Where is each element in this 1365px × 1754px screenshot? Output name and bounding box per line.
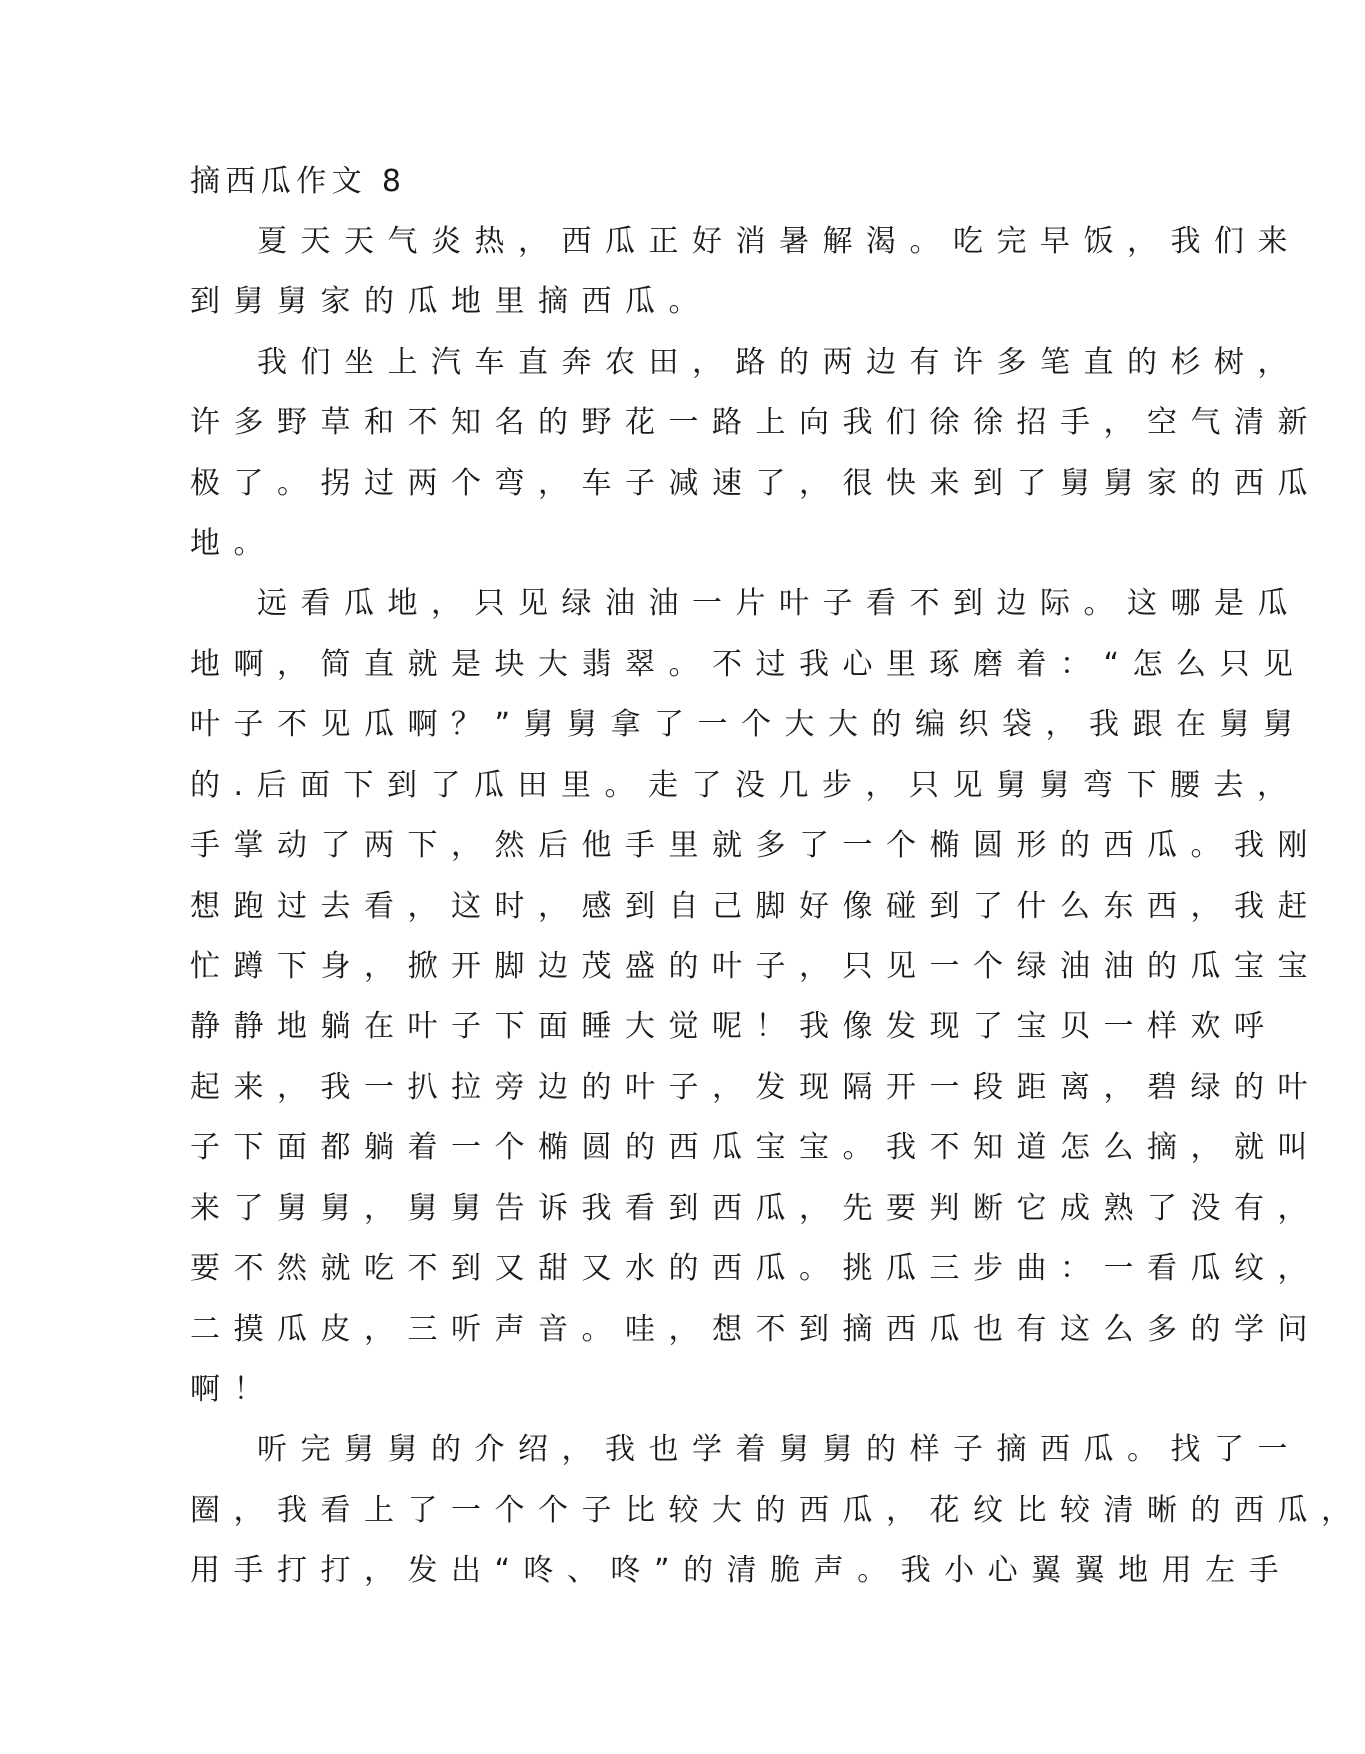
paragraph-line: 用手打打，发出“咚、咚”的清脆声。我小心翼翼地用左手 xyxy=(190,1553,1293,1588)
paragraph-line: 地啊，简直就是块大翡翠。不过我心里琢磨着：“怎么只见 xyxy=(190,647,1307,682)
paragraph-line: 圈，我看上了一个个子比较大的西瓜，花纹比较清晰的西瓜， xyxy=(190,1493,1365,1528)
paragraph-line: 极了。拐过两个弯，车子减速了，很快来到了舅舅家的西瓜 xyxy=(190,466,1321,501)
paragraph-line: 夏天天气炎热，西瓜正好消暑解渴。吃完早饭，我们来 xyxy=(257,224,1301,259)
paragraph-line: 到舅舅家的瓜地里摘西瓜。 xyxy=(190,284,712,319)
document-title: 摘西瓜作文 8 xyxy=(190,164,407,199)
paragraph-line: 忙蹲下身，掀开脚边茂盛的叶子，只见一个绿油油的瓜宝宝 xyxy=(190,949,1321,984)
paragraph-line: 要不然就吃不到又甜又水的西瓜。挑瓜三步曲：一看瓜纹， xyxy=(190,1251,1321,1286)
paragraph-line: 远看瓜地，只见绿油油一片叶子看不到边际。这哪是瓜 xyxy=(257,586,1301,621)
paragraph-line: 起来，我一扒拉旁边的叶子，发现隔开一段距离，碧绿的叶 xyxy=(190,1070,1321,1105)
paragraph-line: 我们坐上汽车直奔农田，路的两边有许多笔直的杉树， xyxy=(257,345,1301,380)
paragraph-line: 静静地躺在叶子下面睡大觉呢！我像发现了宝贝一样欢呼 xyxy=(190,1009,1278,1044)
paragraph-line: 二摸瓜皮，三听声音。哇，想不到摘西瓜也有这么多的学问 xyxy=(190,1312,1321,1347)
paragraph-line: 的.后面下到了瓜田里。走了没几步，只见舅舅弯下腰去， xyxy=(190,768,1301,803)
paragraph-line: 想跑过去看，这时，感到自己脚好像碰到了什么东西，我赶 xyxy=(190,889,1321,924)
paragraph-line: 手掌动了两下，然后他手里就多了一个椭圆形的西瓜。我刚 xyxy=(190,828,1321,863)
paragraph-line: 叶子不见瓜啊？”舅舅拿了一个大大的编织袋，我跟在舅舅 xyxy=(190,707,1307,742)
paragraph-line: 听完舅舅的介绍，我也学着舅舅的样子摘西瓜。找了一 xyxy=(257,1432,1301,1467)
paragraph-line: 啊！ xyxy=(190,1372,277,1407)
paragraph-line: 许多野草和不知名的野花一路上向我们徐徐招手，空气清新 xyxy=(190,405,1321,440)
paragraph-line: 地。 xyxy=(190,526,277,561)
paragraph-line: 来了舅舅，舅舅告诉我看到西瓜，先要判断它成熟了没有， xyxy=(190,1191,1321,1226)
paragraph-line: 子下面都躺着一个椭圆的西瓜宝宝。我不知道怎么摘，就叫 xyxy=(190,1130,1321,1165)
